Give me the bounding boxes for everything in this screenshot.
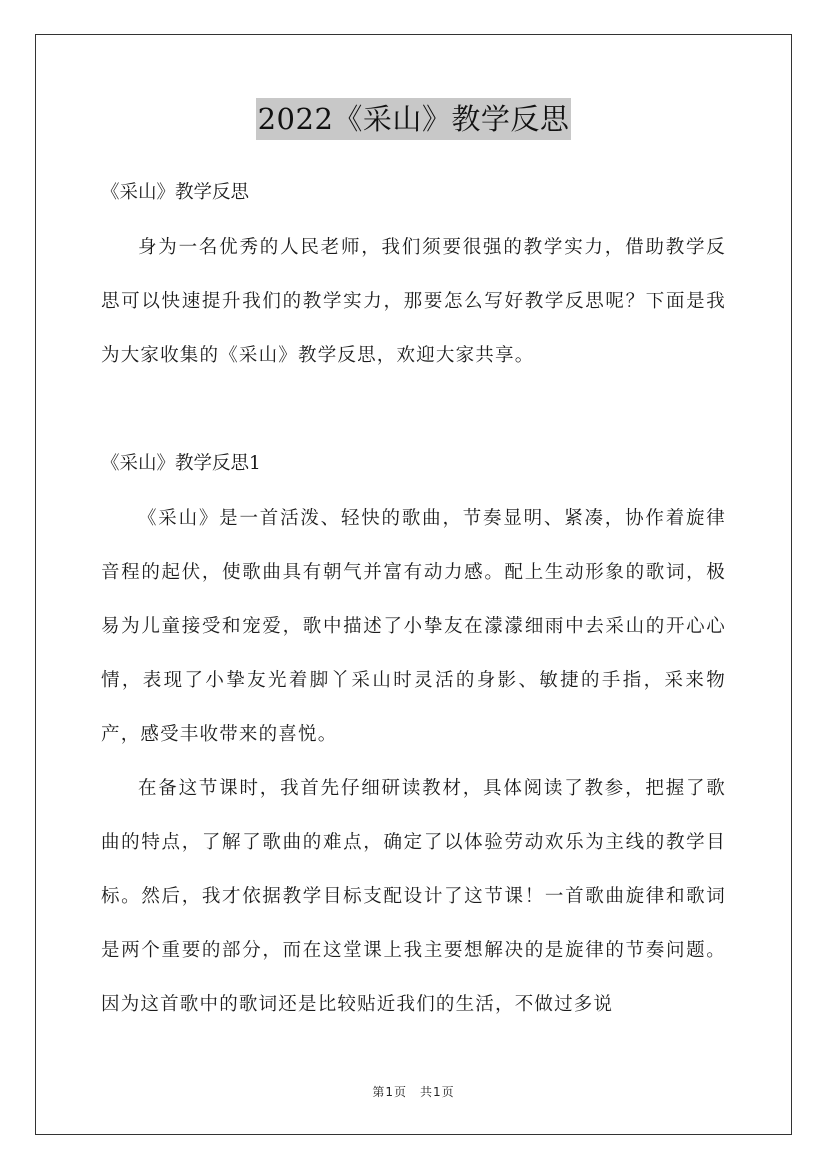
document-body — [101, 165, 726, 1032]
section1-paragraph-2: 在备这节课时，我首先仔细研读教材，具体阅读了教参，把握了歌曲的特点，了解了歌曲的难点，确定了以体验劳动欢乐为主线的教学目标。然后，我才依据教学目标支配设计了这节课！一首歌曲旋律和歌词是两个重要的部分，而在这堂课上我主要想解决的是旋律的节奏问题。因为这首歌中的歌词还是比较贴近我们的生活，不做过多说 — [101, 778, 726, 1015]
page-number: 第1页 共1页 — [372, 1085, 455, 1099]
section1-paragraph-1: 《采山》是一首活泼、轻快的歌曲，节奏显明、紧凑，协作着旋律音程的起伏，使歌曲具有朝气并富有动力感。配上生动形象的歌词，极易为儿童接受和宠爱，歌中描述了小挚友在濛濛细雨中去采山的开心心情，表现了小挚友光着脚丫采山时灵活的身影、敏捷的手指，采来物产，感受丰收带来的喜悦。 — [101, 508, 726, 745]
intro-paragraph: 身为一名优秀的人民老师，我们须要很强的教学实力，借助教学反思可以快速提升我们的教学实力，那要怎么写好教学反思呢？下面是我为大家收集的《采山》教学反思，欢迎大家共享。 — [101, 237, 726, 366]
section-spacer — [101, 383, 726, 436]
document-title: 2022《采山》教学反思 — [256, 98, 572, 140]
page-footer — [0, 1083, 827, 1100]
title-container — [0, 98, 827, 140]
section1-heading: 《采山》教学反思1 — [101, 453, 261, 474]
intro-heading: 《采山》教学反思 — [101, 182, 250, 203]
